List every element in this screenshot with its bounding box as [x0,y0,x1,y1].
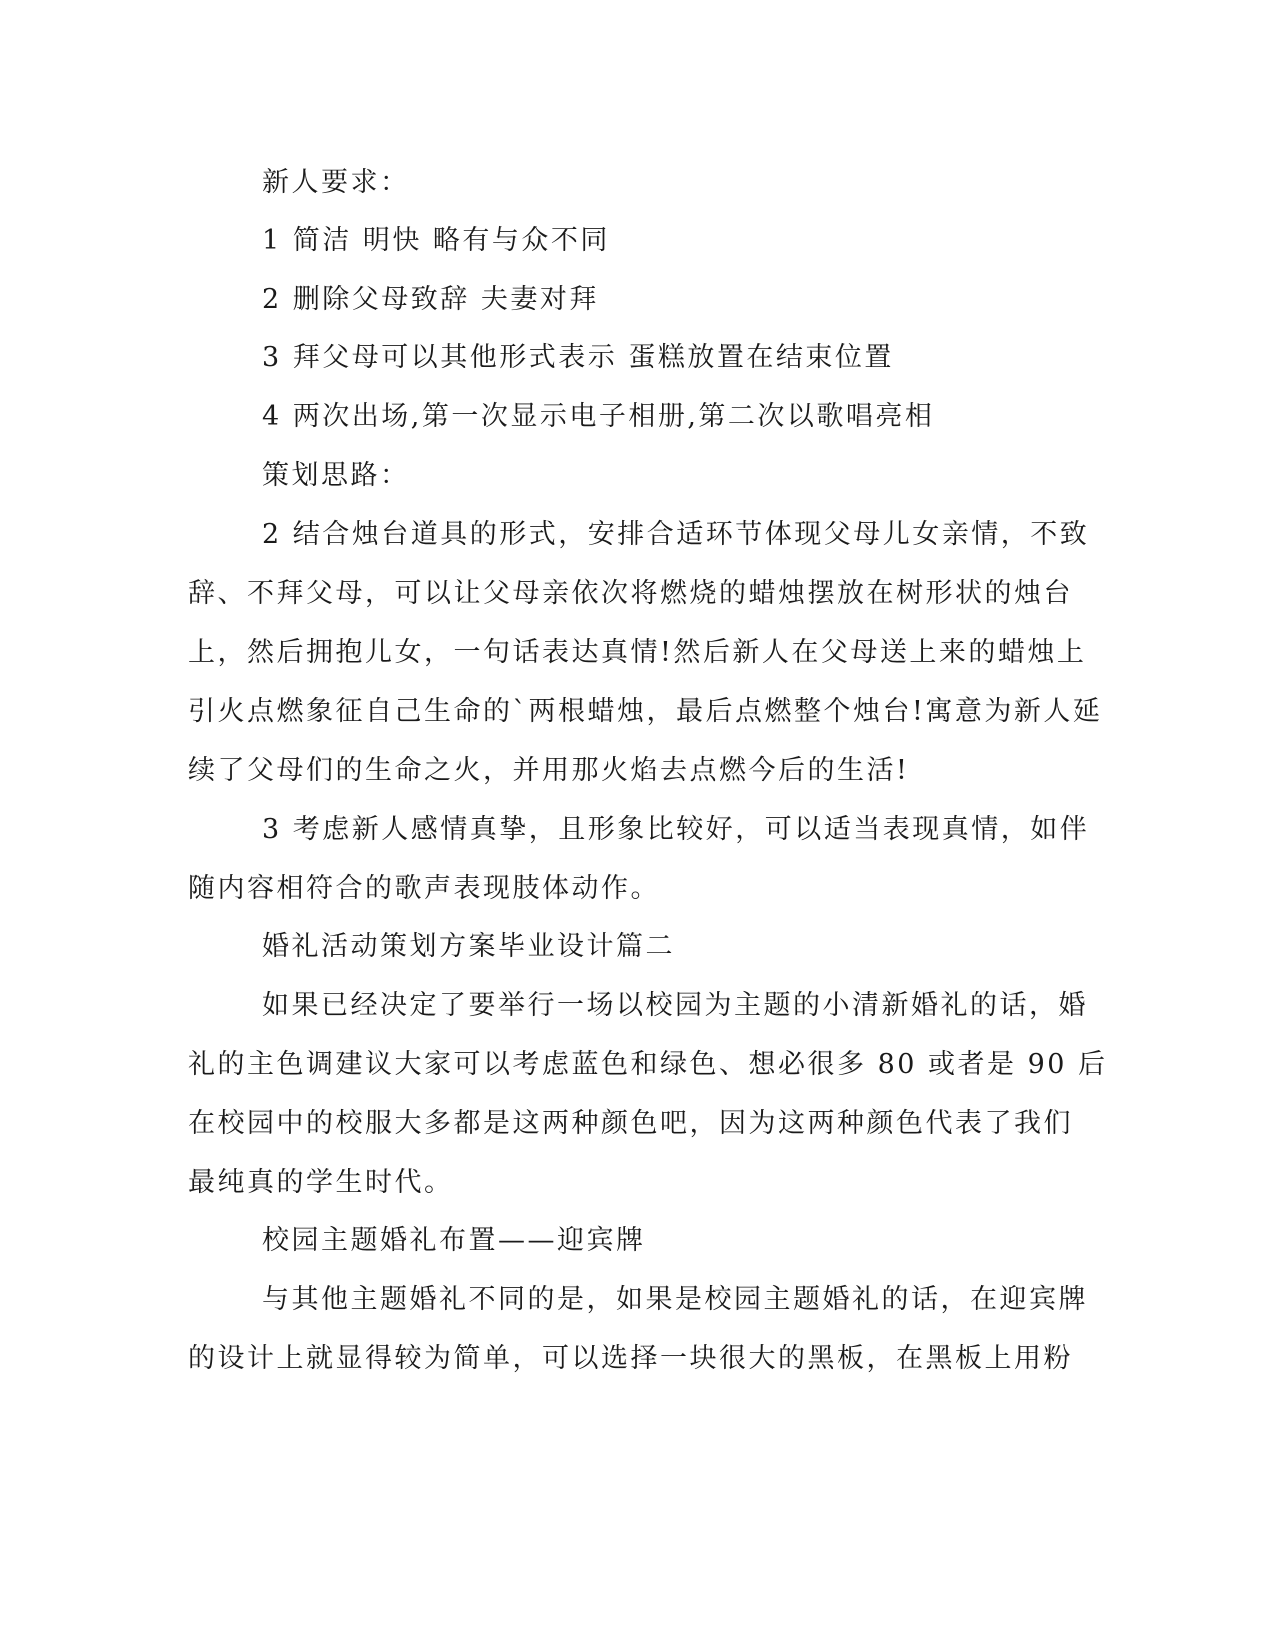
paragraph-line: 上，然后拥抱儿女，一句话表达真情!然后新人在父母送上来的蜡烛上 [188,637,1087,668]
requirement-item-1: 1 简洁 明快 略有与众不同 [262,225,610,256]
heading-planning-ideas: 策划思路： [262,460,410,491]
heading-requirements: 新人要求： [262,167,410,198]
paragraph-line: 如果已经决定了要举行一场以校园为主题的小清新婚礼的话，婚 [262,990,1088,1021]
paragraph-line: 3 考虑新人感情真挚，且形象比较好，可以适当表现真情，如伴 [262,814,1090,845]
paragraph-line: 续了父母们的生命之火，并用那火焰去点燃今后的生活! [188,755,910,786]
paragraph-line: 的设计上就显得较为简单，可以选择一块很大的黑板，在黑板上用粉 [188,1343,1073,1374]
paragraph-line: 2 结合烛台道具的形式，安排合适环节体现父母儿女亲情，不致 [262,519,1090,550]
paragraph-line: 引火点燃象征自己生命的`两根蜡烛，最后点燃整个烛台!寓意为新人延 [188,696,1103,727]
requirement-item-3: 3 拜父母可以其他形式表示 蛋糕放置在结束位置 [262,342,894,373]
paragraph-line: 辞、不拜父母，可以让父母亲依次将燃烧的蜡烛摆放在树形状的烛台 [188,578,1073,609]
requirement-item-4: 4 两次出场,第一次显示电子相册,第二次以歌唱亮相 [262,401,935,432]
paragraph-line: 与其他主题婚礼不同的是，如果是校园主题婚礼的话，在迎宾牌 [262,1284,1088,1315]
paragraph-line: 在校园中的校服大多都是这两种颜色吧，因为这两种颜色代表了我们 [188,1108,1073,1139]
section-title: 婚礼活动策划方案毕业设计篇二 [262,931,675,962]
paragraph-line: 随内容相符合的歌声表现肢体动作。 [188,873,660,904]
requirement-item-2: 2 删除父母致辞 夫妻对拜 [262,284,599,315]
paragraph-line: 礼的主色调建议大家可以考虑蓝色和绿色、想必很多 80 或者是 90 后 [188,1049,1108,1080]
paragraph-line: 最纯真的学生时代。 [188,1167,454,1198]
section-subtitle: 校园主题婚礼布置——迎宾牌 [262,1225,646,1256]
